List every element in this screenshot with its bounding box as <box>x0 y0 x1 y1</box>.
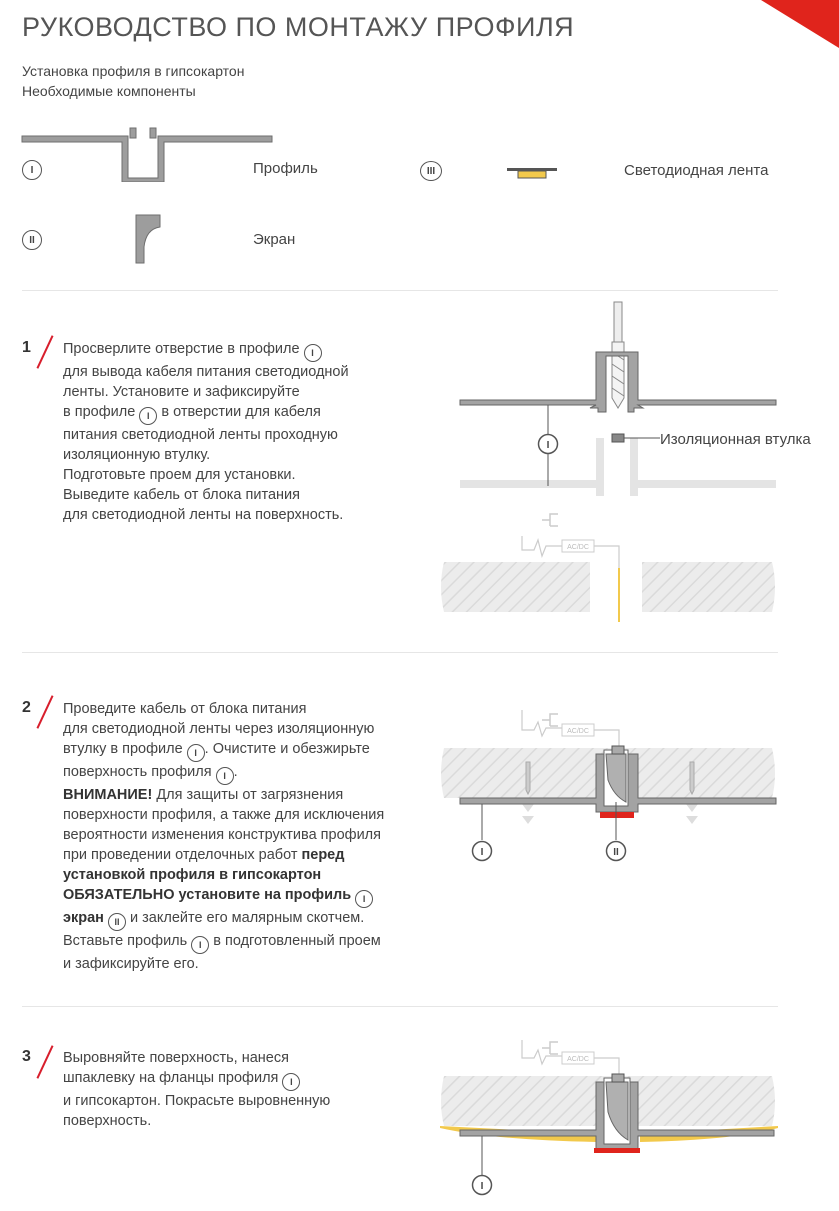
divider <box>22 652 778 653</box>
step-1-ref-i: I <box>546 440 550 451</box>
ref-ii: II <box>108 913 126 931</box>
screen-component-image <box>134 213 164 265</box>
component-numeral-ii: II <box>22 230 42 250</box>
step-3-text: Выровняйте поверхность, нанеся шпаклевку на фланцы профиля I и гипсокартон. Покрасьте выровненную поверхность. <box>63 1050 331 1129</box>
callout-isolation-sleeve: Изоляционная втулка <box>660 431 811 448</box>
step-2-ref-i: I <box>480 847 484 858</box>
psu-label: AC/DC <box>567 1056 589 1063</box>
step-2-text: Проведите кабель от блока питания для светодиодной ленты через изоляционную втулку в профиле I . Очистите и обезжирьте поверхность профиля I . ВНИМАНИЕ! Для защиты от загрязнения поверхности профиля, а также для исключения вероятности изменения конструктива профиля при проведении отделочных работ перед установкой профиля в гипсокартон ОБЯЗАТЕЛЬНО установите на профиль I экран II и заклейте его малярным скотчем. Вставьте профиль I в подготовленный проем и зафиксируйте его. <box>63 701 385 972</box>
ref-i: I <box>139 407 157 425</box>
profile-component-image <box>18 122 280 182</box>
step-3-ref-i: I <box>480 1181 484 1192</box>
component-numeral-iii: III <box>420 161 442 181</box>
ref-i: I <box>304 344 322 362</box>
led-strip-component-image <box>506 164 560 182</box>
step-3-number: 3 <box>22 1048 31 1065</box>
ref-i: I <box>187 744 205 762</box>
page-title: РУКОВОДСТВО ПО МОНТАЖУ ПРОФИЛЯ <box>22 12 575 42</box>
component-numeral-i: I <box>22 160 42 180</box>
step-1-text: Просверлите отверстие в профиле I для вывода кабеля питания светодиодной ленты. Установите и зафиксируйте в профиле I в отверстии для кабеля питания светодиодной ленты проходную изоляционную втулку. Подготовьте проем для установки. Выведите кабель от блока питания для светодиодной ленты на поверхность. <box>63 341 349 523</box>
ref-i: I <box>282 1073 300 1091</box>
ref-i: I <box>191 936 209 954</box>
step-3-illustration <box>434 1030 838 1202</box>
step-1-slash <box>36 335 53 368</box>
step-2-number: 2 <box>22 699 31 716</box>
step-1-number: 1 <box>22 339 31 356</box>
component-label-profile: Профиль <box>253 160 318 177</box>
psu-label: AC/DC <box>567 728 589 735</box>
subtitle-components: Необходимые компоненты <box>22 83 196 99</box>
step-3-slash <box>36 1045 53 1078</box>
component-label-led-strip: Светодиодная лента <box>624 162 769 179</box>
divider <box>22 1006 778 1007</box>
step-1-illustration <box>438 300 838 630</box>
step-2-illustration <box>438 690 838 870</box>
component-label-screen: Экран <box>253 231 296 248</box>
psu-label: AC/DC <box>567 544 589 551</box>
ref-i: I <box>355 890 373 908</box>
step-2-slash <box>36 695 53 728</box>
step-2-ref-ii: II <box>613 847 619 858</box>
corner-accent <box>761 0 839 48</box>
divider <box>22 290 778 291</box>
ref-i: I <box>216 767 234 785</box>
subtitle-installation: Установка профиля в гипсокартон <box>22 63 245 79</box>
